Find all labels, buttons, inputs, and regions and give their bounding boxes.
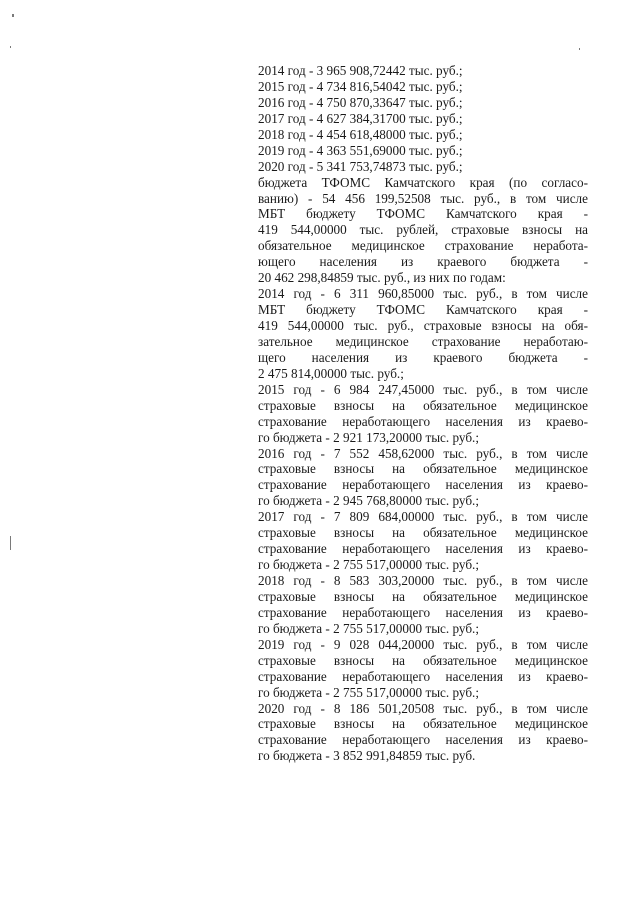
document-line: го бюджета - 2 755 517,00000 тыс. руб.; xyxy=(258,620,480,636)
document-line: страхование неработающего населения из краево- xyxy=(258,668,588,684)
document-line: страхование неработающего населения из краево- xyxy=(258,413,588,429)
document-line: 2017 год - 7 809 684,00000 тыс. руб., в том числе xyxy=(258,509,588,525)
document-line: страховые взносы на обязательное медицинское xyxy=(258,525,588,541)
document-line: бюджета ТФОМС Камчатского края (по согласо- xyxy=(258,174,588,190)
document-line: го бюджета - 2 755 517,00000 тыс. руб.; xyxy=(258,557,480,573)
document-line: 2016 год - 7 552 458,62000 тыс. руб., в том числе xyxy=(258,445,588,461)
document-line: 2017 год - 4 627 384,31700 тыс. руб.; xyxy=(258,110,463,126)
document-line: го бюджета - 2 755 517,00000 тыс. руб.; xyxy=(258,684,480,700)
document-line: 2020 год - 8 186 501,20508 тыс. руб., в том числе xyxy=(258,700,588,716)
document-line: го бюджета - 3 852 991,84859 тыс. руб. xyxy=(258,748,476,764)
document-line: го бюджета - 2 921 173,20000 тыс. руб.; xyxy=(258,429,480,445)
document-line: 2018 год - 4 454 618,48000 тыс. руб.; xyxy=(258,126,463,142)
document-line: 2016 год - 4 750 870,33647 тыс. руб.; xyxy=(258,94,463,110)
scan-speck xyxy=(579,48,580,50)
document-line: 2019 год - 9 028 044,20000 тыс. руб., в том числе xyxy=(258,636,588,652)
document-line: зательное медицинское страхование неработаю- xyxy=(258,333,588,349)
document-line: страховые взносы на обязательное медицинское xyxy=(258,652,588,668)
document-line: 2015 год - 6 984 247,45000 тыс. руб., в том числе xyxy=(258,381,588,397)
document-line: 2 475 814,00000 тыс. руб.; xyxy=(258,365,404,381)
document-line: щего населения из краевого бюджета - xyxy=(258,349,588,365)
document-line: 2015 год - 4 734 816,54042 тыс. руб.; xyxy=(258,78,463,94)
document-line: 2020 год - 5 341 753,74873 тыс. руб.; xyxy=(258,158,463,174)
document-line: 2014 год - 6 311 960,85000 тыс. руб., в том числе xyxy=(258,286,588,302)
document-line: ющего населения из краевого бюджета - xyxy=(258,254,588,270)
document-body xyxy=(258,63,588,764)
scan-speck xyxy=(10,46,11,48)
document-line: обязательное медицинское страхование неработа- xyxy=(258,238,588,254)
document-line: страховые взносы на обязательное медицинское xyxy=(258,397,588,413)
document-line: 2018 год - 8 583 303,20000 тыс. руб., в том числе xyxy=(258,573,588,588)
document-line: го бюджета - 2 945 768,80000 тыс. руб.; xyxy=(258,493,480,509)
document-line: МБТ бюджету ТФОМС Камчатского края - xyxy=(258,206,588,222)
scan-speck xyxy=(10,536,11,550)
document-line: ванию) - 54 456 199,52508 тыс. руб., в том числе xyxy=(258,190,588,206)
document-line: 2014 год - 3 965 908,72442 тыс. руб.; xyxy=(258,63,463,78)
document-line: страхование неработающего населения из краево- xyxy=(258,541,588,557)
document-line: страхование неработающего населения из краево- xyxy=(258,732,588,748)
document-line: МБТ бюджету ТФОМС Камчатского края - xyxy=(258,302,588,318)
document-line: страховые взносы на обязательное медицинское xyxy=(258,588,588,604)
document-line: 419 544,00000 тыс. руб., страховые взносы на обя- xyxy=(258,318,588,333)
document-line: 419 544,00000 тыс. рублей, страховые взносы на xyxy=(258,222,588,238)
document-line: 20 462 298,84859 тыс. руб., из них по годам: xyxy=(258,270,506,286)
scan-speck xyxy=(12,14,14,17)
document-line: страховые взносы на обязательное медицинское xyxy=(258,461,588,477)
document-line: 2019 год - 4 363 551,69000 тыс. руб.; xyxy=(258,142,463,158)
document-line: страхование неработающего населения из краево- xyxy=(258,477,588,493)
document-line: страхование неработающего населения из краево- xyxy=(258,604,588,620)
document-line: страховые взносы на обязательное медицинское xyxy=(258,716,588,732)
